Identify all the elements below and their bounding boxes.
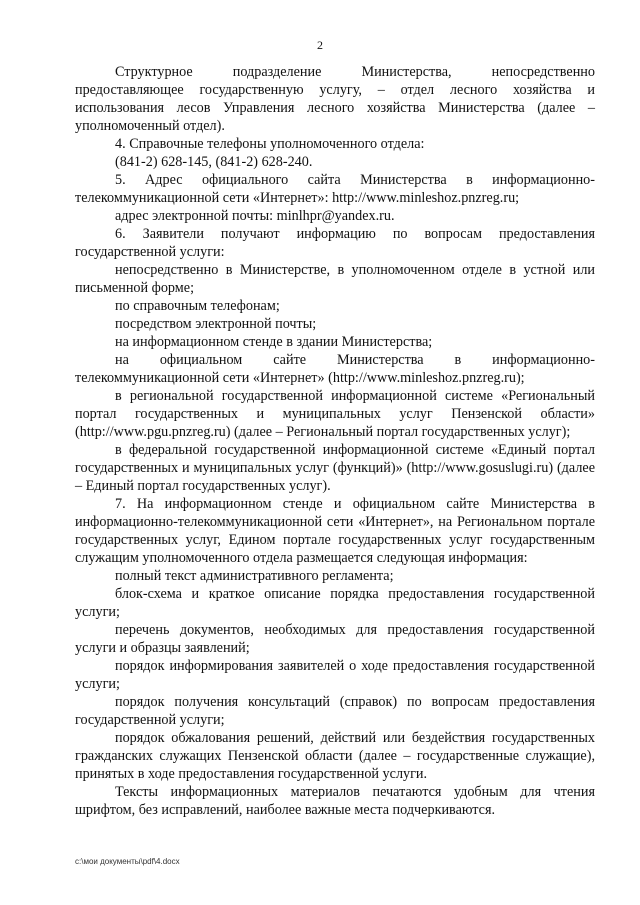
paragraph: Тексты информационных материалов печатаются удобным для чтения шрифтом, без исправлений, наиболее важные места подчеркиваются. bbox=[75, 784, 595, 818]
paragraph: блок-схема и краткое описание порядка предоставления государственной услуги; bbox=[75, 586, 595, 620]
footer-file-path: c:\мои документы\pdf\4.docx bbox=[75, 857, 180, 866]
paragraph: 6. Заявители получают информацию по вопросам предоставления государственной услуги: bbox=[75, 226, 595, 260]
paragraph: по справочным телефонам; bbox=[115, 298, 280, 314]
paragraph: в федеральной государственной информационной системе «Единый портал государственных и муниципальных услуг (функций)» (http://www.gosuslugi.ru) (далее – Единый портал государственных услуг). bbox=[75, 442, 595, 494]
paragraph: перечень документов, необходимых для предоставления государственной услуги и образцы заявлений; bbox=[75, 622, 595, 656]
document-body bbox=[75, 63, 595, 819]
paragraph: непосредственно в Министерстве, в уполномоченном отделе в устной или письменной форме; bbox=[75, 262, 595, 296]
paragraph: на информационном стенде в здании Министерства; bbox=[115, 334, 433, 350]
paragraph: на официальном сайте Министерства в информационно-телекоммуникационной сети «Интернет» (http://www.minleshoz.pnzreg.ru); bbox=[75, 352, 595, 386]
paragraph: 7. На информационном стенде и официальном сайте Министерства в информационно-телекоммуникационной сети «Интернет», на Региональном портале государственных услуг, Едином портале государственных услуг государственным служащим уполномоченного отдела размещается следующая информация: bbox=[75, 496, 595, 566]
paragraph: адрес электронной почты: minlhpr@yandex.ru. bbox=[115, 208, 395, 224]
paragraph: (841-2) 628-145, (841-2) 628-240. bbox=[115, 154, 313, 170]
paragraph: 4. Справочные телефоны уполномоченного отдела: bbox=[115, 136, 425, 152]
paragraph: порядок информирования заявителей о ходе предоставления государственной услуги; bbox=[75, 658, 595, 692]
paragraph: в региональной государственной информационной системе «Региональный портал государственных и муниципальных услуг Пензенской области» (http://www.pgu.pnzreg.ru) (далее – Региональный портал государственных услуг); bbox=[75, 388, 595, 440]
paragraph: полный текст административного регламента; bbox=[115, 568, 394, 584]
paragraph: посредством электронной почты; bbox=[115, 316, 317, 332]
paragraph: порядок получения консультаций (справок) по вопросам предоставления государственной услуги; bbox=[75, 694, 595, 728]
paragraph: 5. Адрес официального сайта Министерства в информационно-телекоммуникационной сети «Интернет»: http://www.minleshoz.pnzreg.ru; bbox=[75, 172, 595, 206]
paragraph: Структурное подразделение Министерства, непосредственно предоставляющее государственную услугу, – отдел лесного хозяйства и использования лесов Управления лесного хозяйства Министерства (далее – уполномоченный отдел). bbox=[75, 64, 595, 134]
paragraph: порядок обжалования решений, действий или бездействия государственных гражданских служащих Пензенской области (далее – государственные служащие), принятых в ходе предоставления государственной услуги. bbox=[75, 730, 595, 782]
page-number: 2 bbox=[317, 38, 323, 52]
